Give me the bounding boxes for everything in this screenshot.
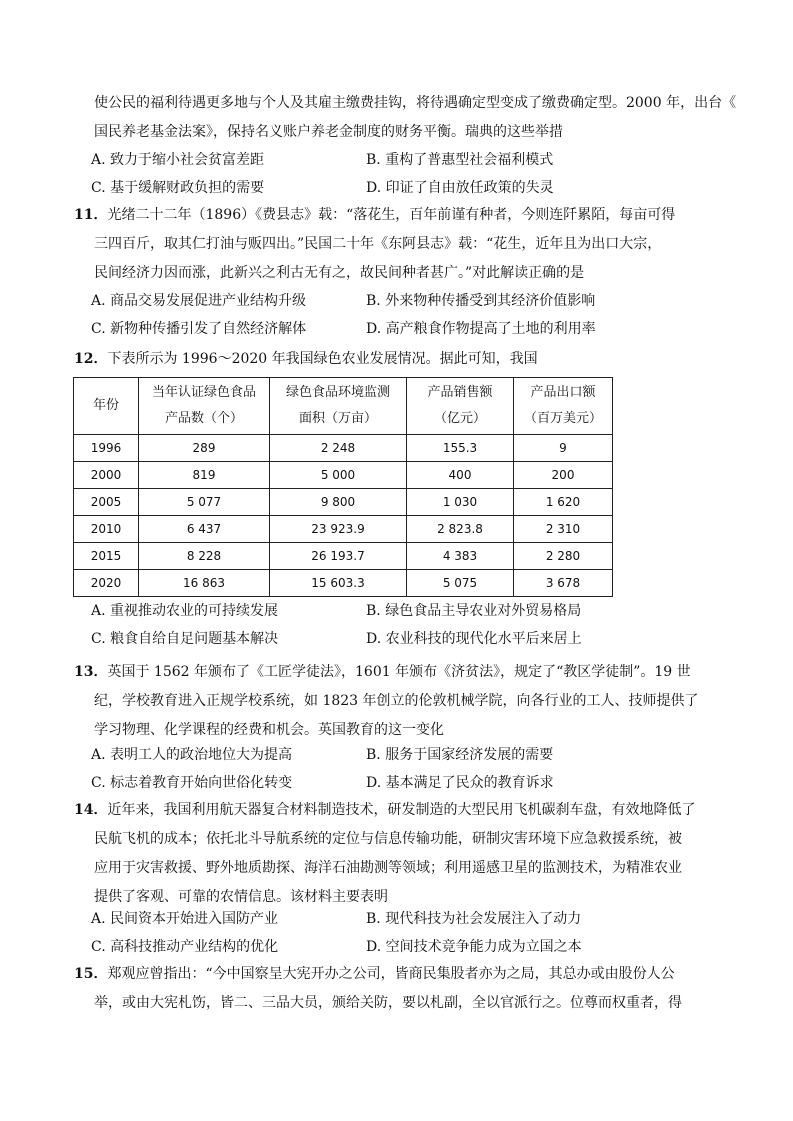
- q11-number: 11．: [74, 207, 108, 223]
- table-row: [74, 462, 613, 489]
- q13-line-2: 纪，学校教育进入正规学校系统，如 1823 年创立的伦敦机械学院，向各行业的工人、技师提供了: [94, 693, 699, 709]
- q14-number: 14．: [74, 802, 108, 818]
- q15-line-1: 郑观应曾指出：“今中国察呈大宪开办之公司，皆商民集股者亦为之局，其总办或由股份人公: [107, 966, 675, 982]
- cell-products: 289: [139, 435, 270, 462]
- q13-option-b: B. 服务于国家经济发展的需要: [366, 747, 554, 763]
- cell-sales: 1 030: [407, 489, 514, 516]
- q12-option-d: D. 农业科技的现代化水平后来居上: [366, 631, 582, 647]
- cell-exports: 2 310: [514, 516, 613, 543]
- q11-options: [91, 287, 691, 343]
- q11-line-1: 光绪二十二年（1896）《费县志》载：“落花生，百年前谨有种者，今则连阡累陌，每亩可得: [107, 207, 676, 223]
- cell-area: 5 000: [270, 462, 407, 489]
- cell-products: 16 863: [139, 570, 270, 597]
- q12-option-a: A. 重视推动农业的可持续发展: [91, 603, 279, 619]
- cell-year: 2005: [74, 489, 139, 516]
- cell-exports: 9: [514, 435, 613, 462]
- cell-exports: 3 678: [514, 570, 613, 597]
- q14-option-d: D. 空间技术竞争能力成为立国之本: [366, 939, 582, 955]
- q10-option-d: D. 印证了自由放任政策的失灵: [366, 180, 554, 196]
- q14-options: [91, 905, 691, 961]
- cell-year: 2015: [74, 543, 139, 570]
- q12-number: 12．: [74, 351, 108, 367]
- cell-sales: 5 075: [407, 570, 514, 597]
- q11-option-a: A. 商品交易发展促进产业结构升级: [91, 293, 307, 309]
- q13-option-c: C. 标志着教育开始向世俗化转变: [91, 775, 293, 791]
- q13-stem: [74, 658, 699, 745]
- q14-line-4: 提供了客观、可靠的农情信息。该材料主要表明: [94, 889, 388, 905]
- cell-products: 6 437: [139, 516, 270, 543]
- q12-option-b: B. 绿色食品主导农业对外贸易格局: [366, 603, 582, 619]
- q14-line-1: 近年来，我国利用航天器复合材料制造技术，研发制造的大型民用飞机碳刹车盘，有效地降低了: [107, 802, 696, 818]
- q15-number: 15．: [74, 966, 108, 982]
- cell-products: 8 228: [139, 543, 270, 570]
- q10-options: [91, 146, 691, 202]
- table-header-row: [74, 378, 613, 435]
- cell-area: 9 800: [270, 489, 407, 516]
- q11-stem: [74, 201, 694, 288]
- q12-option-c: C. 粮食自给自足问题基本解决: [91, 631, 279, 647]
- q14-option-a: A. 民间资本开始进入国防产业: [91, 911, 279, 927]
- q14-stem: [74, 796, 694, 912]
- cell-exports: 1 620: [514, 489, 613, 516]
- cell-sales: 400: [407, 462, 514, 489]
- cell-area: 23 923.9: [270, 516, 407, 543]
- table-row: [74, 516, 613, 543]
- q11-line-2: 三四百斤，取其仁打油与贩四出。”民国二十年《东阿县志》载：“花生，近年且为出口大宗，: [94, 236, 662, 252]
- q12-stem: [74, 345, 694, 374]
- cell-exports: 2 280: [514, 543, 613, 570]
- q14-line-3: 应用于灾害救援、野外地质勘探、海洋石油勘测等领域；利用遥感卫星的监测技术，为精准农业: [94, 860, 682, 876]
- cell-sales: 155.3: [407, 435, 514, 462]
- q10-option-b: B. 重构了普惠型社会福利模式: [366, 152, 554, 168]
- q15-line-2: 举，或由大宪札饬，皆二、三品大员，颁给关防，要以札副，全以官派行之。位尊而权重者，得: [94, 995, 682, 1011]
- cell-exports: 200: [514, 462, 613, 489]
- cell-products: 5 077: [139, 489, 270, 516]
- header-year: 年份: [74, 378, 139, 435]
- cell-year: 2000: [74, 462, 139, 489]
- header-monitored-area: 绿色食品环境监测 面积（万亩）: [270, 378, 407, 435]
- cell-year: 1996: [74, 435, 139, 462]
- q13-line-3: 学习物理、化学课程的经费和机会。英国教育的这一变化: [94, 722, 444, 738]
- cell-products: 819: [139, 462, 270, 489]
- q13-number: 13．: [74, 664, 108, 680]
- header-certified-products: 当年认证绿色食品 产品数（个）: [139, 378, 270, 435]
- cell-area: 26 193.7: [270, 543, 407, 570]
- header-exports: 产品出口额 （百万美元）: [514, 378, 613, 435]
- cell-year: 2020: [74, 570, 139, 597]
- cell-area: 15 603.3: [270, 570, 407, 597]
- q14-option-c: C. 高科技推动产业结构的优化: [91, 939, 279, 955]
- q15-stem: [74, 960, 694, 1018]
- table-row: [74, 570, 613, 597]
- cell-sales: 4 383: [407, 543, 514, 570]
- q14-option-b: B. 现代科技为社会发展注入了动力: [366, 911, 582, 927]
- q13-option-d: D. 基本满足了民众的教育诉求: [366, 775, 554, 791]
- q13-options: [91, 741, 691, 797]
- q11-option-d: D. 高产粮食作物提高了土地的利用率: [366, 321, 596, 337]
- table-row: [74, 489, 613, 516]
- q12-options: [91, 597, 691, 653]
- q10-option-a: A. 致力于缩小社会贫富差距: [91, 152, 265, 168]
- q10-option-c: C. 基于缓解财政负担的需要: [91, 180, 265, 196]
- q13-line-1: 英国于 1562 年颁布了《工匠学徒法》，1601 年颁布《济贫法》，规定了“教区学徒制”。19 世: [107, 664, 691, 680]
- cell-area: 2 248: [270, 435, 407, 462]
- q10-line-1: 使公民的福利待遇更多地与个人及其雇主缴费挂钩，将待遇确定型变成了缴费确定型。2000 年，出台《: [94, 95, 737, 111]
- table-row: [74, 543, 613, 570]
- q10-stem: [74, 89, 737, 147]
- cell-sales: 2 823.8: [407, 516, 514, 543]
- cell-year: 2010: [74, 516, 139, 543]
- q14-line-2: 民航飞机的成本；依托北斗导航系统的定位与信息传输功能，研制灾害环境下应急救援系统，被: [94, 831, 682, 847]
- q10-line-2: 国民养老基金法案》，保持名义账户养老金制度的财务平衡。瑞典的这些举措: [94, 124, 563, 140]
- q11-option-b: B. 外来物种传播受到其经济价值影响: [366, 293, 596, 309]
- green-agriculture-table: [73, 377, 613, 597]
- q11-option-c: C. 新物种传播引发了自然经济解体: [91, 321, 307, 337]
- q12-stem-text: 下表所示为 1996～2020 年我国绿色农业发展情况。据此可知，我国: [107, 351, 538, 367]
- header-sales: 产品销售额 （亿元）: [407, 378, 514, 435]
- q13-option-a: A. 表明工人的政治地位大为提高: [91, 747, 293, 763]
- q11-line-3: 民间经济力因而涨，此新兴之利古无有之，故民间种者甚广。”对此解读正确的是: [94, 265, 585, 281]
- table-row: [74, 435, 613, 462]
